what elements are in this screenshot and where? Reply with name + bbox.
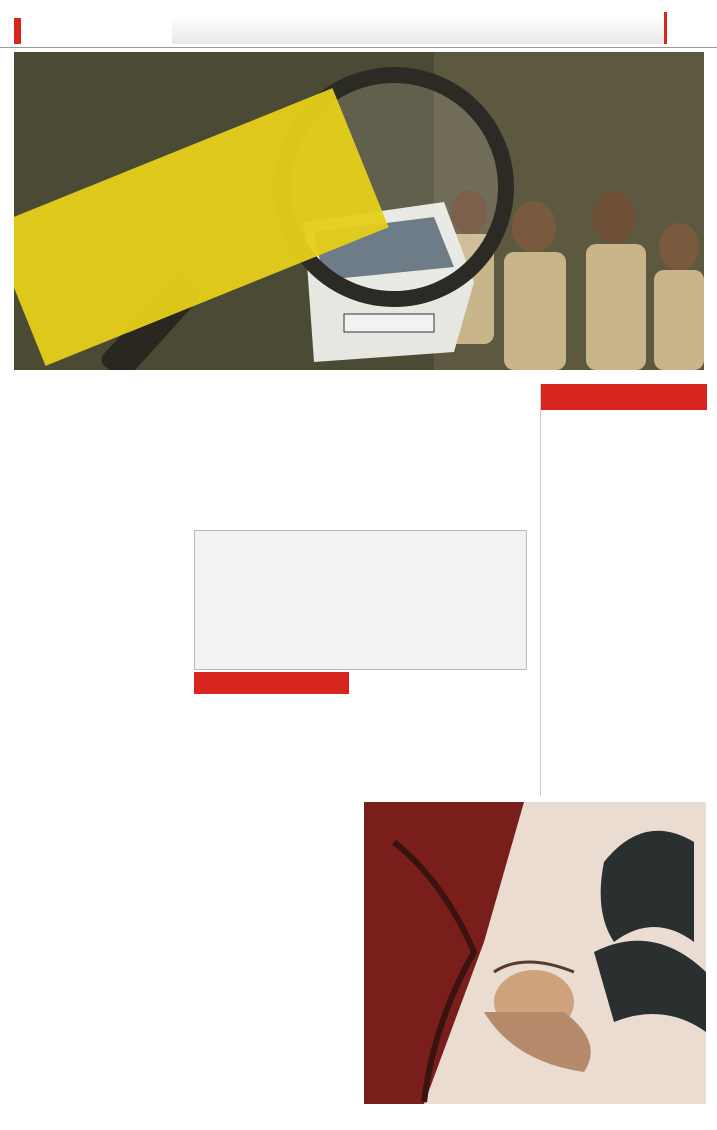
ncrb-box xyxy=(194,672,349,848)
article-column-1 xyxy=(14,548,184,1103)
register-dots-top xyxy=(0,4,717,14)
economic-title-bar xyxy=(541,384,707,410)
economic-crime-box xyxy=(540,384,706,796)
page-number-box xyxy=(664,12,714,44)
brand-bar xyxy=(14,18,21,44)
ncrb-title-bar xyxy=(194,672,349,694)
hero-illustration xyxy=(14,52,704,370)
hero-image xyxy=(14,52,704,370)
article-column-2 xyxy=(194,852,358,1102)
economic-text xyxy=(547,416,703,418)
kidnap-box xyxy=(194,530,527,670)
child-abuse-illustration xyxy=(364,802,706,1104)
section-bar xyxy=(172,14,664,44)
illustration-svg xyxy=(364,802,706,1104)
footer-register-marks xyxy=(0,1110,717,1124)
